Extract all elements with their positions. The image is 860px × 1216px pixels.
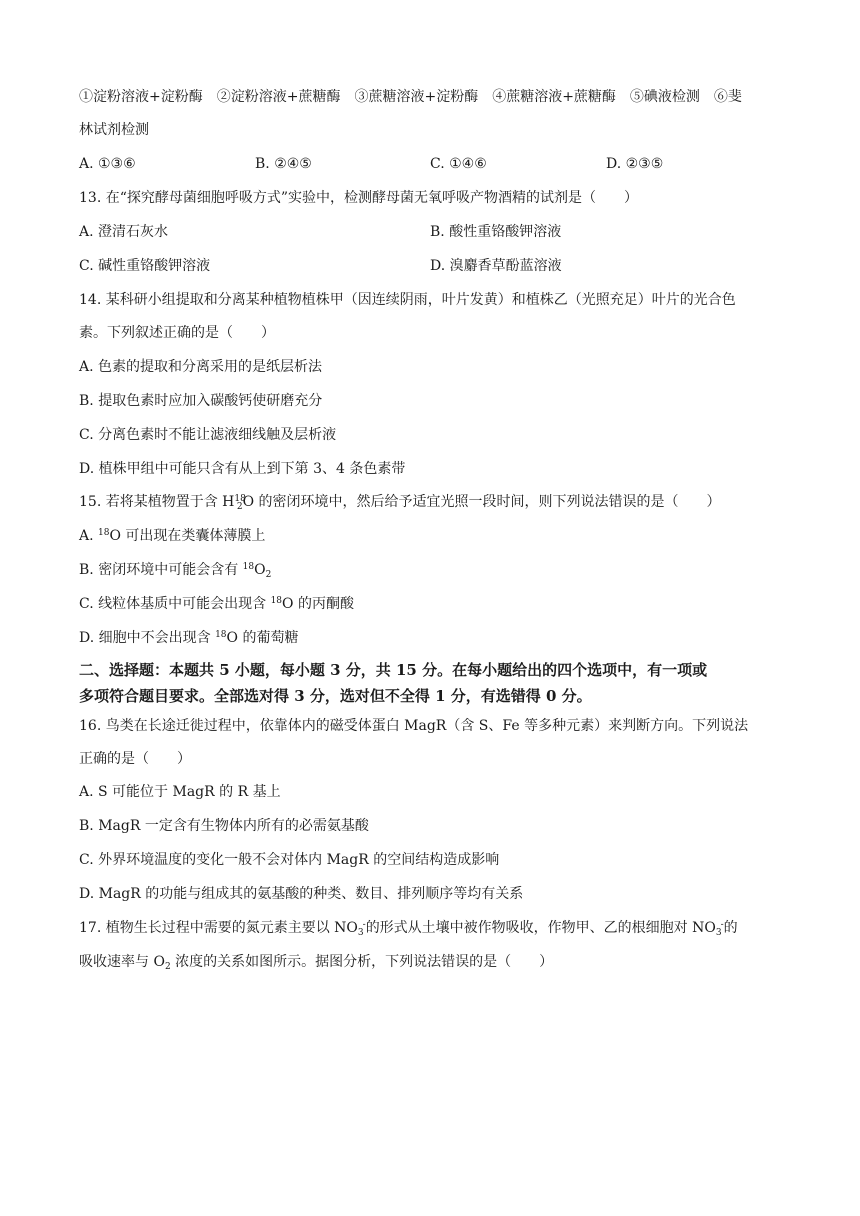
q16-option-d: D. MagR 的功能与组成其的氨基酸的种类、数目、排列顺序等均有关系 <box>79 886 524 902</box>
q14-option-a: A. 色素的提取和分离采用的是纸层析法 <box>79 359 323 375</box>
q14-option-d: D. 植株甲组中可能只含有从上到下第 3、4 条色素带 <box>79 461 406 477</box>
q14-stem-line1: 14. 某科研小组提取和分离某种植物植株甲（因连续阴雨，叶片发黄）和植株乙（光照充足）叶片的光合色 <box>79 292 736 308</box>
q12-options-line1: ①淀粉溶液+淀粉酶 ②淀粉溶液+蔗糖酶 ③蔗糖溶液+淀粉酶 ④蔗糖溶液+蔗糖酶 ⑤碘液检测 ⑥斐 <box>79 89 742 105</box>
q16-stem-line2: 正确的是（ ） <box>79 751 191 767</box>
q15-option-d: D. 细胞中不会出现含 $^{18}$O 的葡萄糖 <box>79 630 299 646</box>
q14-option-b: B. 提取色素时应加入碳酸钙使研磨充分 <box>79 393 323 409</box>
q15-option-a: A. $^{18}$O 可出现在类囊体薄膜上 <box>79 528 266 544</box>
section-heading-line2: 多项符合题目要求。全部选对得 3 分，选对但不全得 1 分，有选错得 0 分。 <box>79 687 592 705</box>
q16-option-a: A. S 可能位于 MagR 的 R 基上 <box>79 784 281 800</box>
q12-options-line2: 林试剂检测 <box>79 122 149 138</box>
q13-option-a: A. 澄清石灰水 <box>79 224 169 240</box>
q16-stem-line1: 16. 鸟类在长途迁徙过程中，依靠体内的磁受体蛋白 MagR（含 S、Fe 等多种元素）来判断方向。下列说法 <box>79 718 749 734</box>
q15-option-b: B. 密闭环境中可能会含有 $^{18}O_2$ <box>79 562 272 580</box>
q16-option-b: B. MagR 一定含有生物体内所有的必需氨基酸 <box>79 818 369 834</box>
q12-choice-a: A. ①③⑥ <box>79 156 136 172</box>
q12-choice-b: B. ②④⑤ <box>255 156 312 172</box>
section-heading-line1: 二、选择题：本题共 5 小题，每小题 3 分，共 15 分。在每小题给出的四个选项中，有一项或 <box>79 661 708 679</box>
q14-option-c: C. 分离色素时不能让滤液细线触及层析液 <box>79 427 337 443</box>
q16-option-c: C. 外界环境温度的变化一般不会对体内 MagR 的空间结构造成影响 <box>79 852 500 868</box>
q14-stem-line2: 素。下列叙述正确的是（ ） <box>79 325 275 341</box>
q12-choice-c: C. ①④⑥ <box>430 156 487 172</box>
q17-stem-line2: 吸收速率与 $O_2$ 浓度的关系如图所示。据图分析，下列说法错误的是（ ） <box>79 954 554 972</box>
q13-option-c: C. 碱性重铬酸钾溶液 <box>79 258 211 274</box>
q15-stem: 15. 若将某植物置于含 $H^{18}_2O$ 的密闭环境中，然后给予适宜光照一段时间，则下列说法错误的是（ ） <box>79 494 721 512</box>
q13-stem: 13. 在“探究酵母菌细胞呼吸方式”实验中，检测酵母菌无氧呼吸产物酒精的试剂是（ ） <box>79 190 639 206</box>
q12-choice-d: D. ②③⑤ <box>606 156 664 172</box>
q17-stem-line1: 17. 植物生长过程中需要的氮元素主要以 $NO_3^-$的形式从土壤中被作物吸收，作物甲、乙的根细胞对 $NO_3^-$的 <box>79 920 738 938</box>
q15-option-c: C. 线粒体基质中可能会出现含 $^{18}$O 的丙酮酸 <box>79 596 354 612</box>
q13-option-d: D. 溴麝香草酚蓝溶液 <box>430 258 562 274</box>
q13-option-b: B. 酸性重铬酸钾溶液 <box>430 224 562 240</box>
